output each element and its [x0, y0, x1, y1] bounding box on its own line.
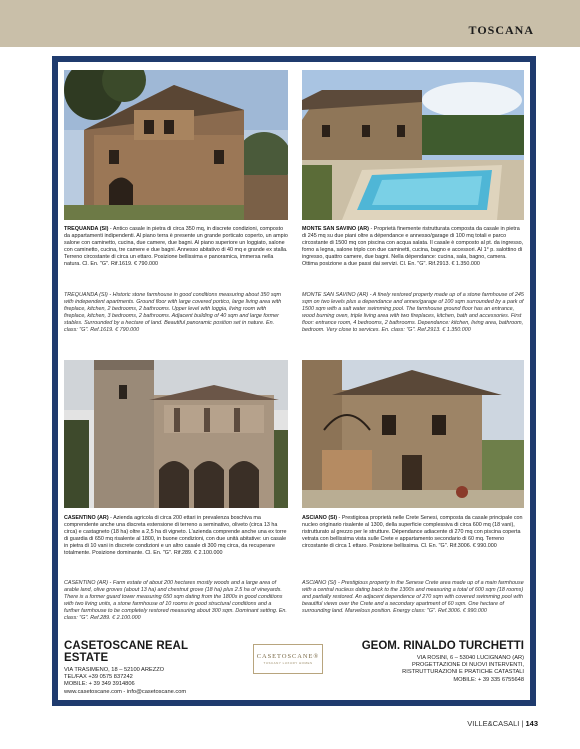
- region-title: TOSCANA: [468, 23, 534, 37]
- listing-asciano-title: ASCIANO (SI): [302, 515, 338, 521]
- surveyor-service-1: PROGETTAZIONE DI NUOVI INTERVENTI,: [412, 662, 524, 669]
- listing-monte-san-savino-it: [302, 226, 524, 267]
- listing-casentino-en: CASENTINO (AR) - Farm estate of about 200 hectares mostly woods and a large area of arable land, olive groves (about 13 ha) and chestnut grove (18 ha) plus 2.5 ha of vineyards. There is a former guard tower measuring 650 sqm dating from the 1800s in good conditions with two living units, a stone farmhouse of 10 rooms in good structural conditions and a further farmhouse to be completely restored measuring about 300 sqm. Dominant setting. En. class: "G". Ref.289. € 2.100.000: [64, 580, 287, 621]
- surveyor-mobile: MOBILE: + 39 335 6755648: [453, 676, 524, 683]
- magazine-name: VILLE&CASALI |: [467, 719, 524, 728]
- logo-tagline: TUSCANY LUXURY HOMES: [263, 661, 313, 665]
- casetoscane-logo: [253, 644, 323, 674]
- agency-address: VIA TRASIMENO, 18 – 52100 AREZZO: [64, 667, 165, 673]
- agency-contact: [64, 640, 234, 696]
- surveyor-name: GEOM. RINALDO TURCHETTI: [361, 640, 524, 652]
- surveyor-address: VIA ROSINI, 6 – 53040 LUCIGNANO (AR): [416, 655, 524, 661]
- listing-trequanda-en: TREQUANDA (SI) - Historic stone farmhouse in good conditions measuring about 350 sqm with independent apartments. Ground floor with large covered portico, large living area with fireplace, kitchen, 2 bedrooms, 2 bathrooms. Upper level with loggia, living room with fireplace, kitchen, 3 bedrooms, 2 bathrooms. Adjacent building of 40 sqm and large former stables. Surrounded by a hectare of land. Beautiful panoramic position set in nature. En. class: "G". Ref.1619. € 790.000: [64, 292, 282, 333]
- page-number: 143: [525, 719, 538, 728]
- listings-frame: [52, 56, 536, 706]
- photo-casentino: [64, 360, 288, 508]
- listing-monte-san-savino-en: MONTE SAN SAVINO (AR) - A finely restored property made up of a stone farmhouse of 245 sqm on two levels plus a dependance and annex/garage of 100 sqm surrounded by a park of 1500 sqm with a salt water swimming pool. The farmhouse ground floor has an entrance, wood burning oven, triple living area with two fireplaces, kitchen, bath and accessories. First floor: entrance room, 4 bedrooms, 2 bathrooms. Dependance: kitchen, living area, bathroom, bedroom. Very close to services. En. class: "G". Ref.2913. € 1.350.000: [302, 292, 524, 333]
- agency-name: CASETOSCANE REAL ESTATE: [64, 640, 188, 664]
- listing-trequanda-it-body: - Antico casale in pietra di circa 350 mq, in discrete condizioni, composto da appartamenti indipendenti. Al piano terra è presente un grande porticato coperto, un ampio salone con caminetto, cucina, due camere, due bagni. Al piano superiore un loggiato, salone con caminetto, cucina, tre camere e due bagni. Annesso abitativo di 40 mq e grande ex stalla. Terreno circostante di circa un ettaro. Posizione bellissima e panoramica, immersa nella natura. Cl. En. "G". Rif.1619. € 790.000: [64, 226, 288, 267]
- surveyor-service-2: RISTRUTTURAZIONI E PRATICHE CATASTALI: [402, 669, 524, 676]
- photo-asciano: [302, 360, 524, 508]
- listing-casentino-title: CASENTINO (AR): [64, 515, 109, 521]
- photo-monte-san-savino: [302, 70, 524, 220]
- agency-web-link[interactable]: www.casetoscane.com - info@casetoscane.com: [64, 688, 187, 695]
- listing-monte-san-savino-it-body: - Proprietà finemente ristrutturata composta da casale in pietra di 245 mq su due piani oltre a dépendance e annesso/garage di 100 mq totali e parco circostante di 1500 mq con piscina con acqua salata. Il casale è composto al pt. da ingresso, forno a legna, salone triplo con due caminetti, cucina, bagno e accessori. Al 1° p. salottino di ingresso, quattro camere, due bagni. Nella dépendance: cucina, sala, bagno, camera. Ottima posizione a due passi dai servizi. Cl. En. "G". Rif.2913. € 1.350.000: [302, 226, 524, 267]
- listing-casentino-it: [64, 515, 288, 556]
- photo-trequanda: [64, 70, 288, 220]
- listing-trequanda-title: TREQUANDA (SI): [64, 226, 109, 232]
- listing-asciano-it-body: - Prestigiosa proprietà nelle Crete Senesi, composta da casale principale con nucleo originario risalente al 1300, della superficie complessiva di circa 600 mq (18 vani), ristrutturato al grezzo per le strutture. Dépendance adiacente di 270 mq con piscina coperta vetrata con bellissima vista sulle Crete e appartamento secondario di 60 mq. Terreno circostante di circa 1 ettaro. Posizione bellissima. Cl. En. "G". Rif.3006. € 990.000: [302, 515, 523, 549]
- page-footer: [467, 719, 538, 728]
- listing-monte-san-savino-title: MONTE SAN SAVINO (AR): [302, 226, 369, 232]
- agency-mobile: MOBILE: + 39 349 3914806: [64, 681, 135, 688]
- listing-asciano-en: ASCIANO (SI) - Prestigious property in the Senese Crete area made up of a main farmhouse with a central nucleus dating back to the 1300s and measuring a total of 600 sqm (18 rooms) and partially restored. An adjacent dependence of 270 sqm with covered swimming pool with beautiful views over the Crete and a secondary apartment of 60 sqm. One hectare of surrounding land. Marvelous position. Energy class: "G". Ref.3006. € 990.000: [302, 580, 524, 614]
- surveyor-contact: [334, 640, 524, 684]
- agency-phone: TEL/FAX +39 0575 837242: [64, 674, 133, 681]
- listing-trequanda-it: [64, 226, 288, 267]
- logo-name: CASETOSCANE®: [256, 653, 320, 660]
- listing-casentino-it-body: - Azienda agricola di circa 200 ettari in prevalenza boschiva ma comprendente anche una discreta estensione di terreno a seminativo, oliveto (circa 13 ha circa) e castagneto (18 ha) oltre a 2,5 ha di vigneto. L'azienda comprende anche una ex torre di guardia di 650 mq risalente al 1800, in buone condizioni, con due unità abitative: un casale in pietra di 10 vani in discrete condizioni e un altro casale di 300 mq circa, da recuperare totalmente. Posizione dominante. Cl. En. "G". Rif.289. € 2.100.000: [64, 515, 287, 556]
- listing-asciano-it: [302, 515, 524, 550]
